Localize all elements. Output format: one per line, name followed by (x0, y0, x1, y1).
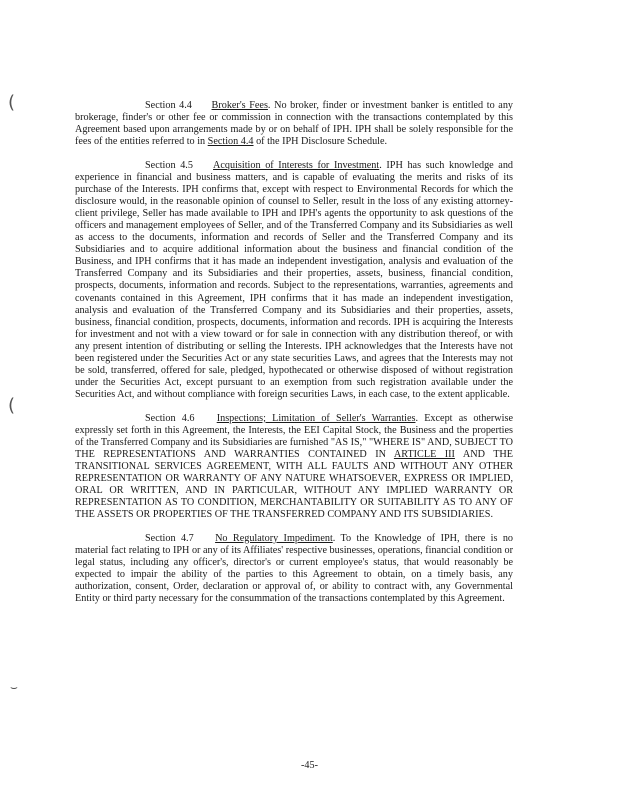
section-number: Section 4.5 (145, 159, 193, 171)
section-title: Acquisition of Interests for Investment (213, 159, 380, 171)
scan-bracket-mark: ( (8, 92, 16, 113)
scan-tick-mark: ⌣ (10, 680, 18, 694)
section-text-end: AND THE TRANSITIONAL SERVICES AGREEMENT, WITH ALL FAULTS AND WITHOUT ANY OTHER REPRESENTATION OR WARRANTY OF ANY NATURE WHATSOEVER, EXPRESS OR IMPLIED, ORAL OR WRITTEN, AND IN PARTICULAR, WITHOUT ANY IMPLIED WARRANTY OR REPRESENTATION AS TO CONDITION, MERCHANTABILITY OR SUITABILITY AS TO ANY OF THE ASSETS OR PROPERTIES OF THE TRANSFERRED COMPANY AND ITS SUBSIDIARIES. (75, 448, 513, 521)
section-4-4 (75, 100, 513, 148)
section-text: . No broker, finder or investment banker is entitled to any brokerage, finder's or other fee or commission in connection with the transactions contemplated by this Agreement based upon arrangements made by or on behalf of IPH. IPH shall be solely responsible for the fees of the entities referred to in (75, 100, 514, 148)
section-title: No Regulatory Impediment (215, 532, 333, 544)
section-number: Section 4.4 (145, 100, 192, 111)
section-number: Section 4.7 (145, 532, 194, 544)
section-4-6 (75, 413, 513, 521)
page-number: -45- (301, 760, 318, 771)
section-text: . IPH has such knowledge and experience in financial and business matters, and is capable of evaluating the merits and risks of its purchase of the Interests. IPH confirms that, except with respect to Environmental Records for which the disclosure would, in the reasonable opinion of counsel to Seller, result in the loss of any existing attorney-client privilege, Seller has made available to IPH and IPH's agents the opportunity to ask questions of the officers and management employees of Seller, and of the Transferred Company and its Subsidiaries as well as access to the documents, information and records of Seller and the Transferred Company and its Subsidiaries and to acquire additional information about the business and financial condition of the Business, and IPH confirms that it has made an independent investigation, analysis and evaluation of the Transferred Company and its Subsidiaries and their properties, assets, business, financial condition, prospects, documents, information and records. Subject to the representations, warranties, agreements and covenants contained in this Agreement, IPH confirms that it has made an independent investigation, analysis and evaluation of the Transferred Company and its Subsidiaries and their properties, assets, business, financial condition, prospects, documents, information and records. IPH is acquiring the Interests for investment and not with a view toward or for sale in connection with any distribution thereof, or with any present intention of distributing or selling the Interests. IPH acknowledges that the Interests have not been registered under the Securities Act or any state securities Laws, and agrees that the Interests may not be sold, transferred, offered for sale, pledged, hypothecated or otherwise disposed of without registration under the Securities Act, except pursuant to an exemption from such registration available under the Securities Act, and without compliance with foreign securities Laws, in each case, to the extent applicable. (75, 159, 514, 400)
document-body (75, 100, 513, 617)
scan-bracket-mark: ( (8, 395, 16, 416)
section-text: . Except as otherwise expressly set forth in this Agreement, the Interests, the EEI Capital Stock, the Business and the properties of the Transferred Company and its Subsidiaries are furnished "AS IS," "WHERE IS" AND, SUBJECT TO THE REPRESENTATIONS AND WARRANTIES CONTAINED IN (75, 412, 513, 460)
section-text-end: of the IPH Disclosure Schedule. (253, 136, 388, 148)
section-number: Section 4.6 (145, 412, 195, 424)
section-4-5 (75, 160, 513, 401)
section-4-7 (75, 533, 513, 605)
section-text: . To the Knowledge of IPH, there is no material fact relating to IPH or any of its Affiliates' respective businesses, operations, financial condition or legal status, including any officer's, director's or current employee's status, that would reasonably be expected to impair the ability of the parties to this Agreement to obtain, on a timely basis, any authorization, consent, Order, declaration or approval of, or ability to contract with, any Governmental Entity or third party necessary for the consummation of the transactions contemplated by this Agreement. (75, 532, 514, 605)
section-title: Inspections; Limitation of Seller's Warranties (216, 412, 416, 424)
section-title: Broker's Fees (211, 100, 268, 111)
section-reference: ARTICLE III (393, 448, 455, 460)
section-reference: Section 4.4 (207, 136, 254, 148)
